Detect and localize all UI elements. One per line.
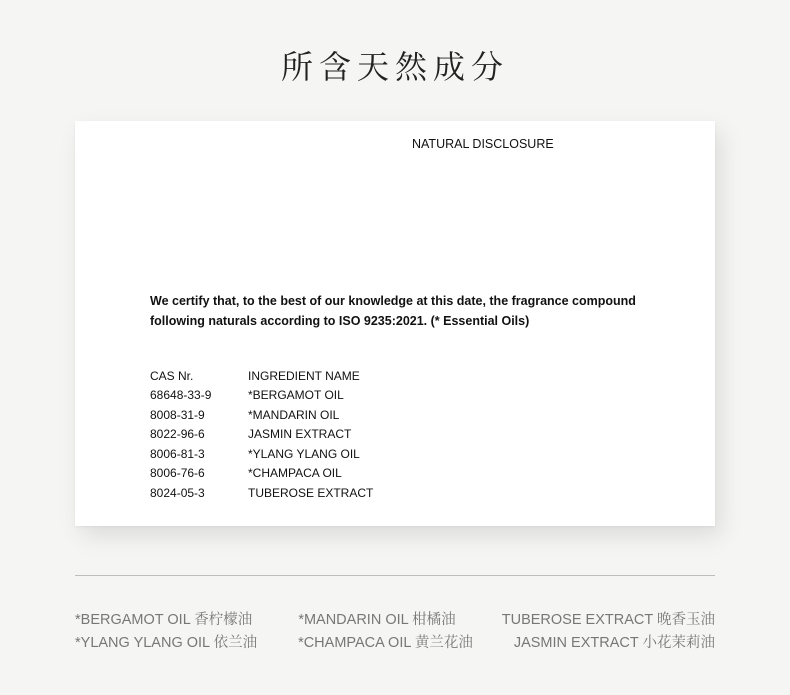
cas-number: 8022-96-6 — [150, 427, 205, 442]
cas-number: 8006-81-3 — [150, 446, 205, 461]
legend-row — [75, 631, 715, 652]
cas-number: 8024-05-3 — [150, 485, 205, 500]
cas-header: CAS Nr. — [150, 368, 194, 383]
legend-item-champaca: *CHAMPACA OIL 黄兰花油 — [298, 635, 473, 651]
ingredient-name: *YLANG YLANG OIL — [248, 446, 360, 461]
legend-item-bergamot: *BERGAMOT OIL 香柠檬油 — [75, 612, 253, 628]
table-row — [150, 405, 373, 425]
disclosure-card — [75, 121, 715, 526]
cas-number: 8006-76-6 — [150, 466, 205, 481]
legend-item-jasmin: JASMIN EXTRACT 小花茉莉油 — [513, 635, 715, 651]
table-row — [150, 483, 373, 503]
cas-number: 8008-31-9 — [150, 407, 205, 422]
card-heading: NATURAL DISCLOSURE — [412, 137, 554, 151]
table-row — [150, 425, 373, 445]
ingredient-name: *MANDARIN OIL — [248, 407, 340, 422]
ingredient-header: INGREDIENT NAME — [248, 368, 360, 383]
legend-row — [75, 608, 715, 629]
ingredient-table — [150, 366, 373, 503]
certification-statement: We certify that, to the best of our knowledge at this date, the fragrance compound following naturals according to ISO 9235:2021. (* Essential Oils) — [150, 294, 636, 328]
table-row — [150, 464, 373, 484]
ingredient-name: TUBEROSE EXTRACT — [248, 485, 374, 500]
table-header-row — [150, 366, 373, 386]
legend-item-tuberose: TUBEROSE EXTRACT 晚香玉油 — [501, 612, 715, 628]
table-row — [150, 386, 373, 406]
legend-item-ylang-ylang: *YLANG YLANG OIL 依兰油 — [75, 635, 258, 651]
legend-item-mandarin: *MANDARIN OIL 柑橘油 — [298, 612, 456, 628]
ingredient-name: *CHAMPACA OIL — [248, 466, 342, 481]
cas-number: 68648-33-9 — [150, 388, 212, 403]
table-row — [150, 444, 373, 464]
ingredient-name: *BERGAMOT OIL — [248, 388, 344, 403]
ingredient-name: JASMIN EXTRACT — [248, 427, 352, 442]
page-title: 所含天然成分 — [280, 48, 509, 86]
divider — [75, 575, 715, 576]
